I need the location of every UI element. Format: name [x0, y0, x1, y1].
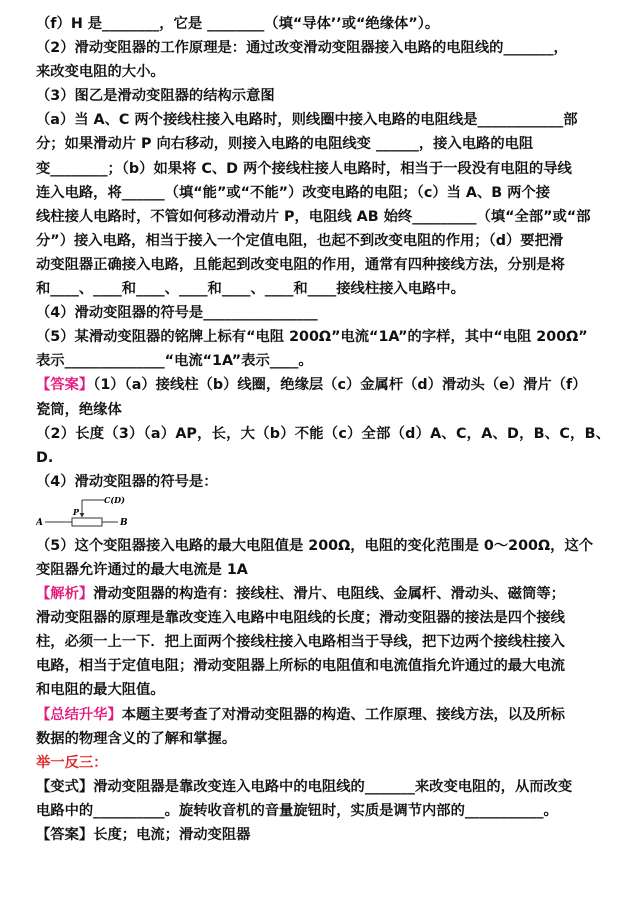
practice-answer-text: 长度；电流；滑动变阻器 — [93, 827, 251, 843]
answer-line: 变阻器允许通过的最大电流是 1A — [36, 561, 248, 578]
question-line: （f）H 是________，它是 ________（填“导体’’或“绝缘体”）。 — [36, 16, 440, 32]
terminal-cd-label: C(D) — [104, 494, 125, 505]
question-line: 动变阻器正确接入电路，且能起到改变电阻的作用，通常有四种接线方法，分别是将 — [36, 256, 565, 273]
practice-line: 电路中的__________。旋转收音机的音量旋钮时，实质是调节内部的___________。 — [36, 802, 558, 819]
analysis-line: 和电阻的最大阻值。 — [36, 682, 165, 699]
terminal-a-label: A — [36, 517, 43, 528]
analysis-line: 柱，必须一上一下．把上面两个接线柱接入电路相当于导线，把下边两个接线柱接入 — [36, 634, 565, 651]
practice-tag: 【变式】 — [36, 778, 94, 795]
practice-heading: 举一反三： — [36, 754, 108, 771]
question-line: （5）某滑动变阻器的铭牌上标有“电阻 200Ω”电流“1A”的字样，其中“电阻 200Ω” — [36, 329, 588, 346]
question-line: 线柱接人电路时，不管如何移动滑动片 P，电阻线 AB 始终_________（填“全部”或“部 — [36, 208, 591, 225]
answer-line: 瓷筒，绝缘体 — [36, 401, 122, 418]
question-line: （3）图乙是滑动变阻器的结构示意图 — [36, 88, 275, 105]
answer-tag: 【答案】 — [36, 377, 94, 394]
question-line: 变________；（b）如果将 C、D 两个接线柱接人电路时，相当于一段没有电阻的导线 — [36, 160, 572, 177]
question-line: （a）当 A、C 两个接线柱接入电路时，则线圈中接入电路的电阻线是____________部 — [36, 112, 578, 129]
summary-line: 数据的物理含义的了解和掌握。 — [36, 730, 237, 747]
answer-line: （4）滑动变阻器的符号是： — [36, 473, 218, 490]
question-line: （2）滑动变阻器的工作原理是：通过改变滑动变阻器接入电路的电阻线的_______， — [36, 40, 568, 57]
answer-line — [36, 373, 610, 397]
analysis-line: 电路，相当于定值电阻；滑动变阻器上所标的电阻值和电流值指允许通过的最大电流 — [36, 658, 565, 675]
rheostat-symbol-svg — [36, 494, 136, 532]
question-line: 分；如果滑动片 P 向右移动，则接入电路的电阻线变 ______，接入电路的电阻 — [36, 136, 534, 153]
question-line: 和____、____和____、____和____、____和____接线柱接入电路中。 — [36, 281, 465, 298]
answer-line: （2）长度（3）（a）AP，长，大（b）不能（c）全部（d）A、C，A、D，B、C，B、D. — [36, 425, 610, 466]
slider-arrowhead — [80, 513, 85, 518]
practice-text: 滑动变阻器是靠改变连入电路中的电阻线的_______来改变电阻的，从而改变 — [93, 778, 573, 795]
terminal-b-label: B — [120, 517, 128, 528]
answer-line: （5）这个变阻器接入电路的最大电阻值是 200Ω，电阻的变化范围是 0～200Ω，这个 — [36, 537, 594, 554]
analysis-tag: 【解析】 — [36, 586, 94, 603]
analysis-line — [36, 582, 610, 606]
summary-text: 本题主要考查了对滑动变阻器的构造、工作原理、接线方法，以及所标 — [121, 706, 565, 723]
summary-tag: 【总结升华】 — [36, 706, 122, 723]
practice-line — [36, 775, 610, 799]
question-line: （4）滑动变阻器的符号是________________ — [36, 305, 318, 322]
question-line: 来改变电阻的大小。 — [36, 64, 165, 81]
resistor-body — [72, 518, 102, 526]
answer-text: （1）（a）接线柱（b）线圈，绝缘层（c）金属杆（d）滑动头（e）滑片（f） — [93, 377, 587, 394]
practice-answer-tag: 【答案】 — [36, 827, 94, 843]
summary-line — [36, 703, 610, 727]
question-line: 表示______________“电流“1A”表示____。 — [36, 353, 313, 370]
analysis-line: 滑动变阻器的原理是靠改变连入电路中电阻线的长度；滑动变阻器的接法是四个接线 — [36, 610, 565, 627]
rheostat-symbol — [36, 494, 610, 532]
practice-answer-line — [36, 823, 610, 847]
analysis-text: 滑动变阻器的构造有：接线柱、滑片、电阻线、金属杆、滑动头、磁筒等； — [93, 586, 565, 603]
question-line: 分”）接入电路，相当于接入一个定值电阻，也起不到改变电阻的作用；（d）要把滑 — [36, 232, 564, 249]
question-line: 连入电路，将______（填“能”或“不能”）改变电路的电阻；（c）当 A、B 两个接 — [36, 184, 551, 201]
slider-p-label: P — [73, 506, 80, 517]
